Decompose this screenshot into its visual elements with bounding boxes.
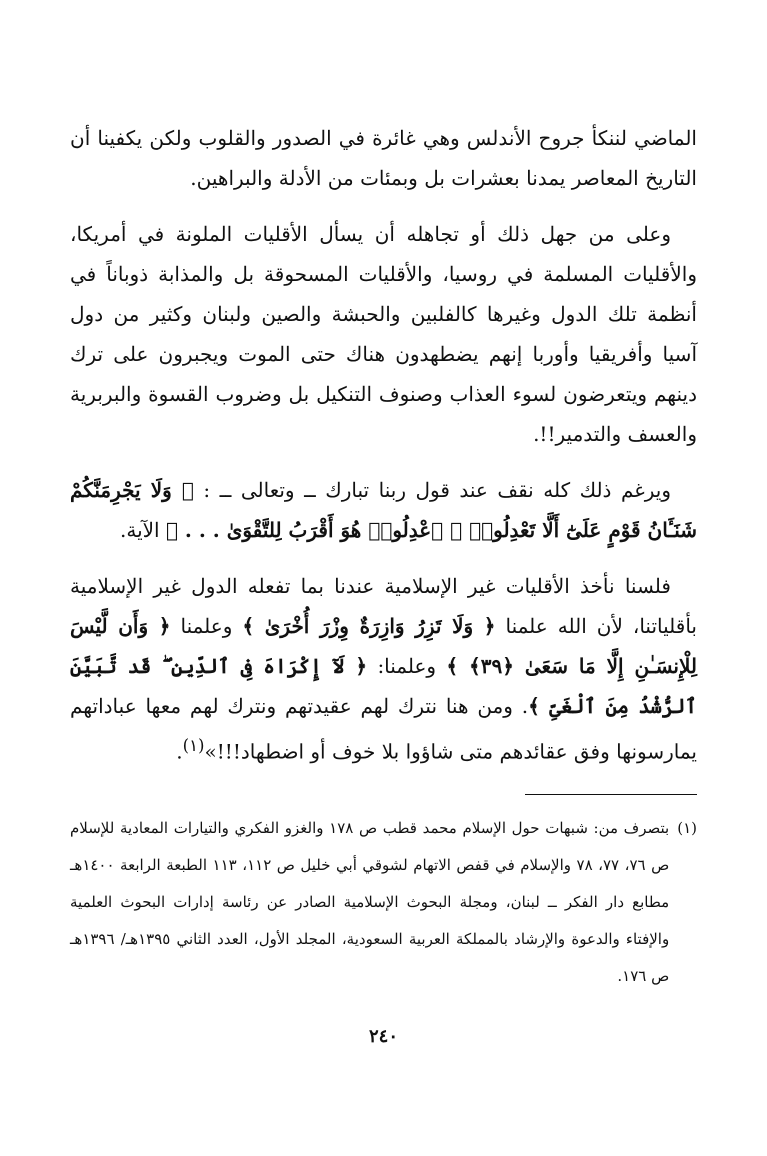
paragraph-4-text-4: . ومن هنا نترك لهم عقيدتهم ونترك لهم معها عباداتهم يمارسونها وفق عقائدهم متى شاؤوا بلا خوف أو اضطهاد!!!» (70, 694, 697, 764)
main-text (70, 118, 697, 788)
footnote-text: بتصرف من: شبهات حول الإسلام محمد قطب ص ١٧٨ والغزو الفكري والتيارات المعادية للإسلام ص ٧٦، ٧٧، ٧٨ والإسلام في قفص الاتهام لشوقي أبي خليل ص ١١٢، ١١٣ الطبعة الرابعة ١٤٠٠هـ مطابع دار الفكر ــ لبنان، ومجلة البحوث الإسلامية الصادر عن رئاسة إدارات البحوث العلمية والإفتاء والدعوة والإرشاد بالمملكة العربية السعودية، المجلد الأول، العدد الثاني ١٣٩٥هـ/ ١٣٩٦هـ ص ١٧٦. (70, 819, 670, 985)
footnote-divider (525, 794, 697, 795)
paragraph-3 (70, 470, 697, 550)
quran-verse-burden: ﴿ وَلَا تَزِرُ وَازِرَةٌ وِزْرَ أُخْرَىٰ ﴾ (242, 614, 496, 638)
paragraph-4-end: . (176, 739, 183, 764)
paragraph-4 (70, 566, 697, 772)
footnote-reference: (١) (182, 736, 205, 755)
paragraph-4-text-3: وعلمنا: (367, 654, 447, 678)
quran-verse-striving: ﴿ وَأَن لَّيْسَ لِلْإِنسَـٰنِ إِلَّا مَا سَعَىٰ ﴿٣٩﴾ ﴾ (70, 614, 698, 678)
paragraph-4-text-2: وعلمنا (170, 614, 243, 638)
footnotes (70, 810, 697, 995)
paragraph-3-text: ويرغم ذلك كله نقف عند قول ربنا تبارك ــ وتعالى ــ : (193, 478, 671, 502)
quran-verse-no-compulsion: ﴿ لَآ إِكْرَاهَ فِى ٱلدِّينِ ۖ قَد تَّبَيَّنَ ٱلرُّشْدُ مِنَ ٱلْغَىِّ ﴾ (70, 654, 698, 718)
footnote-marker: (١) (677, 819, 697, 837)
page-number: ٢٤٠ (368, 1026, 398, 1047)
footnote-item (70, 810, 697, 995)
quran-verse-justice: ﴿ وَلَا يَجْرِمَنَّكُمْ شَنَـَٔانُ قَوْمٍ عَلَىٰٓ أَلَّا تَعْدِلُوا۟ ۚ ٱعْدِلُوا۟ هُوَ أَقْرَبُ لِلتَّقْوَىٰ . . . ﴾ (70, 478, 697, 542)
paragraph-2: وعلى من جهل ذلك أو تجاهله أن يسأل الأقليات الملونة في أمريكا، والأقليات المسلمة في روسيا، والأقليات المسحوقة بل والمذابة ذوباناً في أنظمة تلك الدول وغيرها كالفلبين والحبشة والصين ولبنان وكثير من دول آسيا وأفريقيا وأوربا إنهم يضطهدون هناك حتى الموت ويجبرون على ترك دينهم ويتعرضون لسوء العذاب وصنوف التنكيل بل وضروب القسوة والبربرية والعسف والتدمير!!. (70, 222, 697, 446)
paragraph-1: الماضي لننكأ جروح الأندلس وهي غائرة في الصدور والقلوب ولكن يكفينا أن التاريخ المعاصر يمدنا بعشرات بل وبمئات من الأدلة والبراهين. (70, 126, 697, 190)
paragraph-3-suffix: الآية. (120, 518, 166, 542)
paragraph-4-text-1: فلسنا نأخذ الأقليات غير الإسلامية عندنا بما تفعله الدول غير الإسلامية بأقلياتنا، لأن الله علمنا (70, 574, 697, 638)
